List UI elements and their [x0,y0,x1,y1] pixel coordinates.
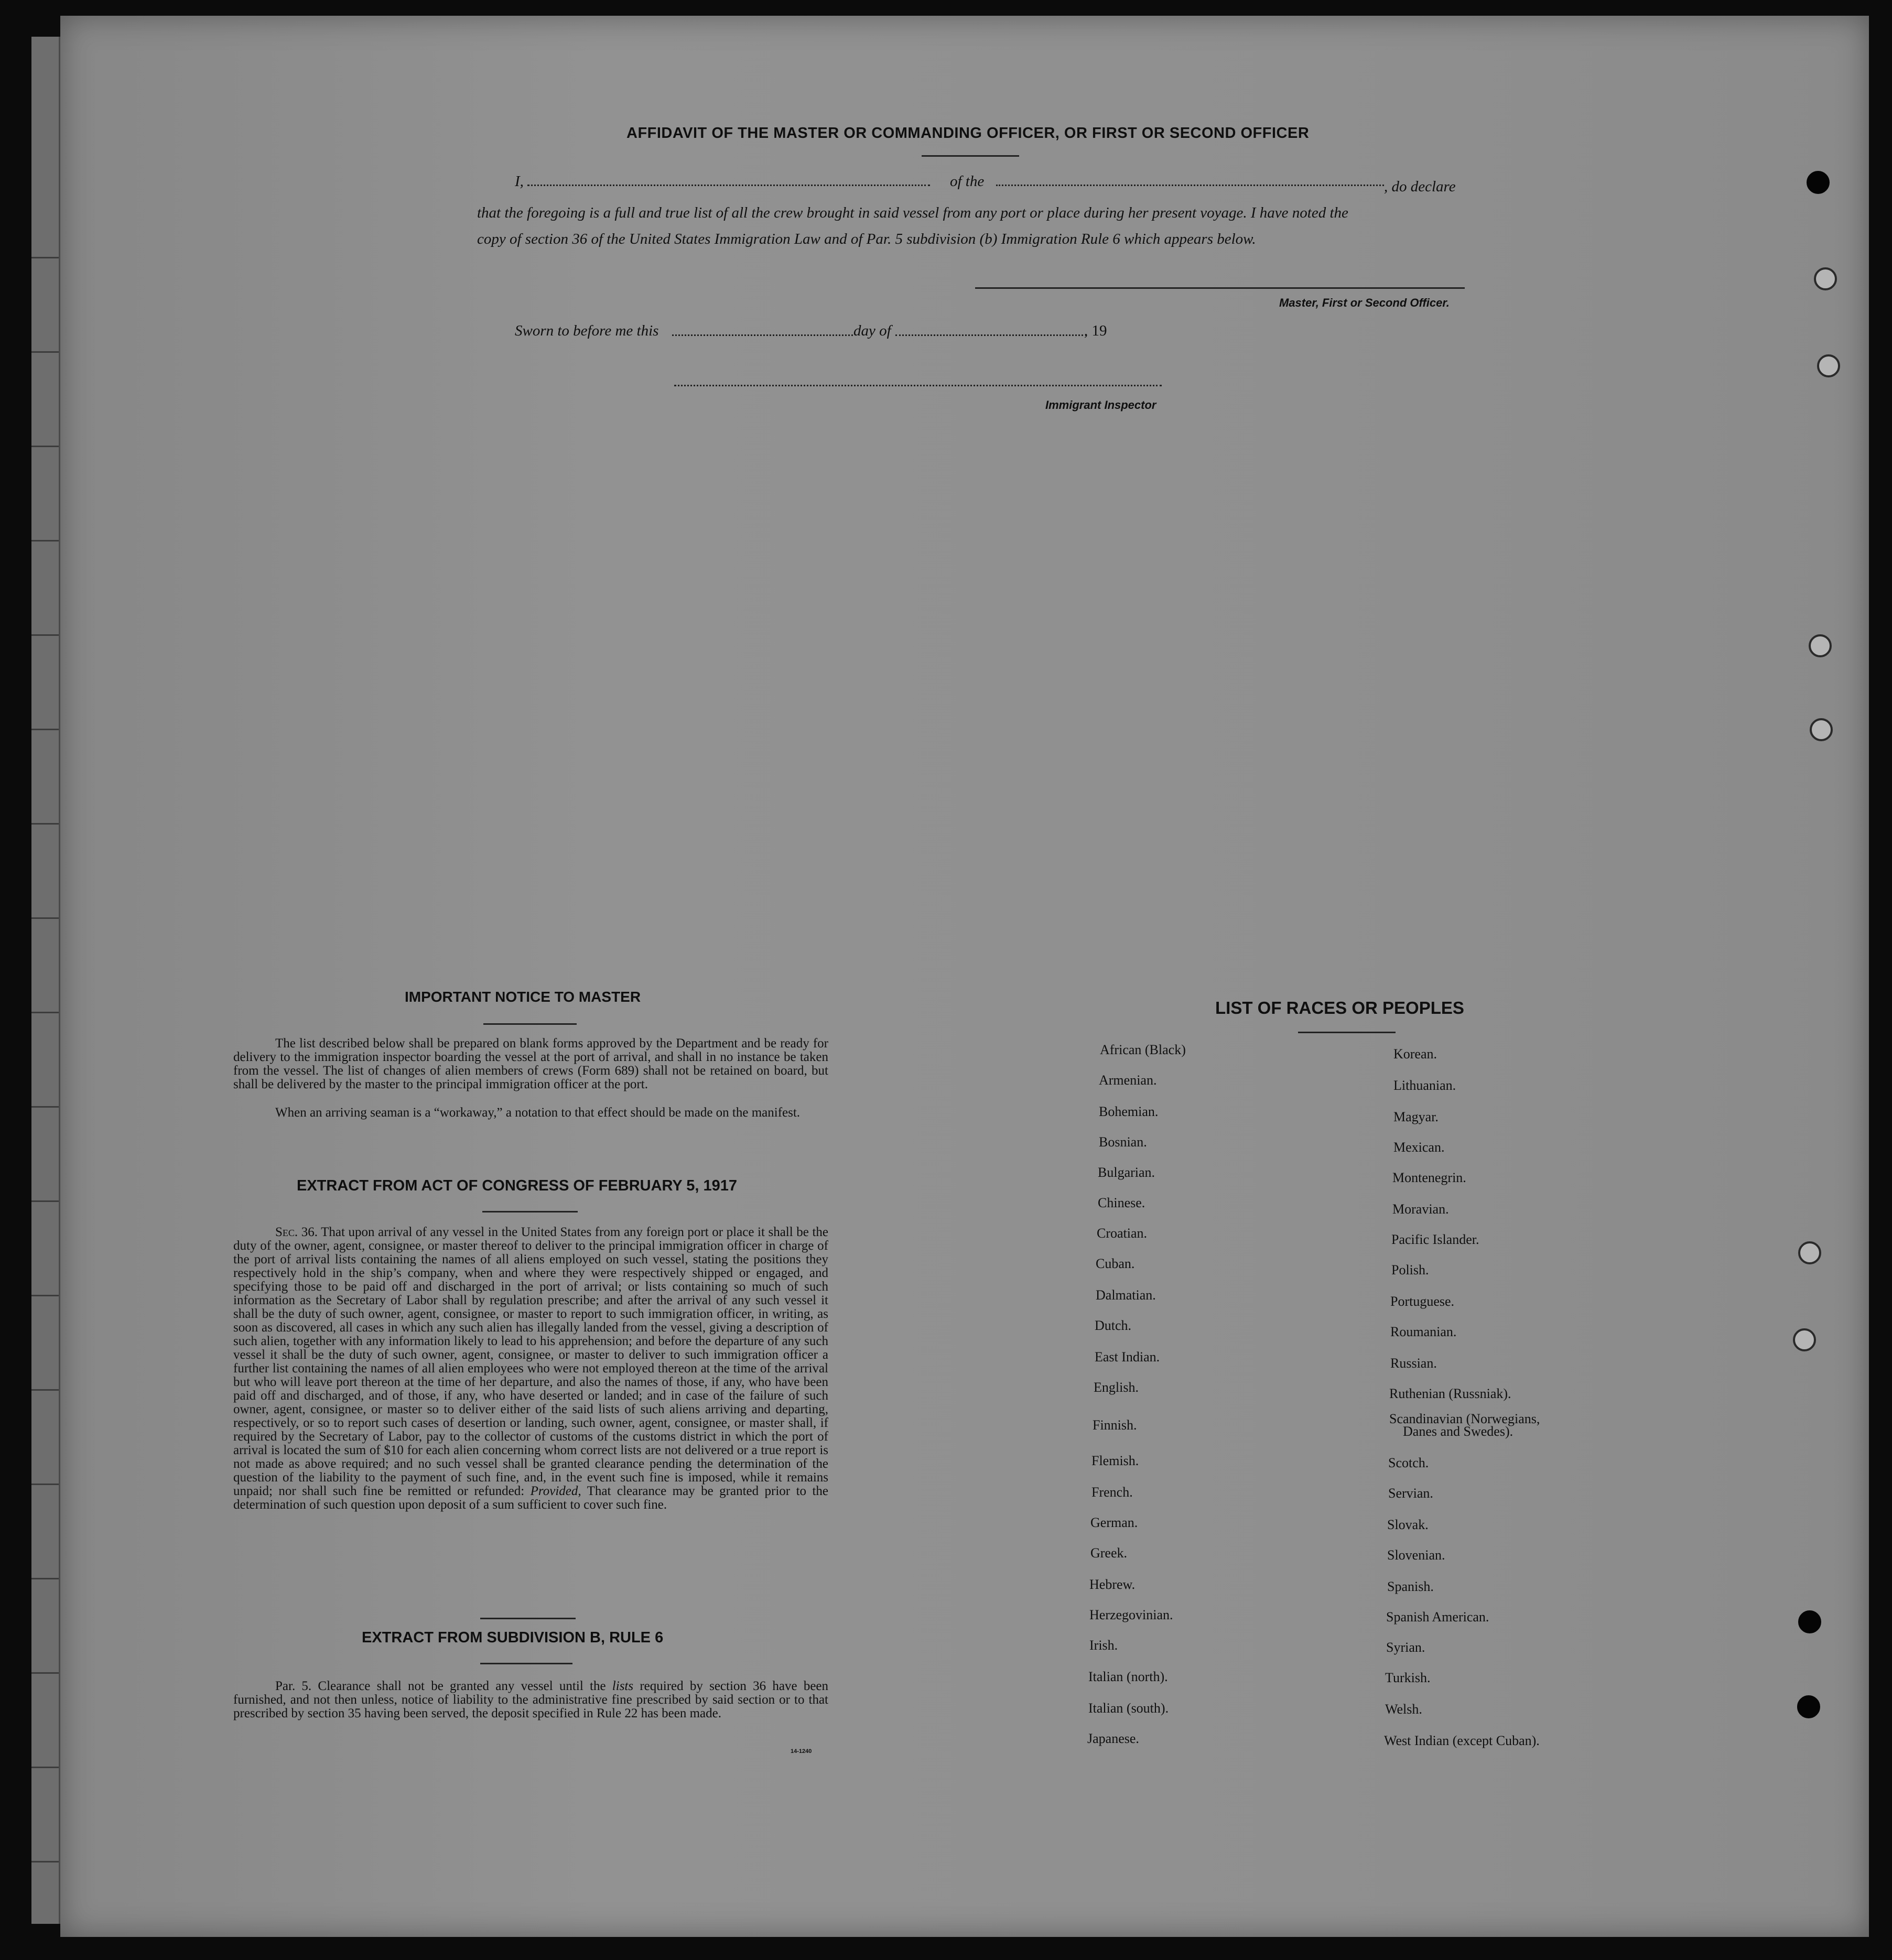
race-item: Turkish. [1385,1670,1431,1685]
race-item: Pacific Islander. [1391,1232,1479,1247]
year-prefix: , 19 [1084,322,1107,339]
race-item: Bosnian. [1099,1134,1147,1150]
race-item: Slovak. [1387,1517,1429,1532]
punch-hole [1793,1328,1816,1351]
extract-act-title: EXTRACT FROM ACT OF CONGRESS OF FEBRUARY 5, 1917 [297,1177,738,1194]
form-number: 14-1240 [791,1748,812,1755]
race-item: Spanish American. [1386,1609,1489,1625]
race-item: Lithuanian. [1393,1078,1456,1093]
punch-hole [1817,354,1840,377]
affidavit-line-3: copy of section 36 of the United States Immigration Law and of Par. 5 subdivision (b) Immigration Rule 6 which appears below. [477,231,1256,247]
race-item: Scandinavian (Norwegians, [1389,1411,1540,1426]
race-item: Portuguese. [1390,1294,1455,1309]
race-item: Croatian. [1097,1226,1148,1241]
declarant-name-field[interactable] [527,185,930,186]
title-underline [922,155,1019,157]
race-scandinavian-continued: Danes and Swedes). [1403,1424,1513,1439]
race-item: Syrian. [1386,1640,1425,1655]
race-item: Finnish. [1093,1417,1137,1433]
race-item: Dalmatian. [1096,1287,1156,1303]
punch-hole [1810,718,1833,741]
race-item: West Indian (except Cuban). [1384,1733,1540,1748]
sworn-label: Sworn to before me this [515,322,659,339]
race-item: Montenegrin. [1392,1170,1466,1185]
par-5-lead: Par. 5. Clearance shall not be granted any vessel until the [275,1679,606,1693]
race-item: Italian (south). [1088,1701,1169,1716]
par-5-text [233,1680,828,1720]
extract-act-underline [482,1211,578,1212]
sworn-month-field[interactable] [895,334,1087,336]
race-item: Bohemian. [1099,1104,1159,1119]
vessel-name-field[interactable] [996,185,1384,186]
race-item: Flemish. [1091,1453,1139,1468]
officer-signature-label: Master, First or Second Officer. [1279,296,1450,309]
race-item: Servian. [1388,1486,1433,1501]
extract-rule-title: EXTRACT FROM SUBDIVISION B, RULE 6 [362,1629,664,1646]
race-item: German. [1090,1515,1138,1530]
inspector-signature-line[interactable] [674,385,1162,386]
race-item: Polish. [1391,1262,1429,1277]
race-item: Herzegovinian. [1089,1607,1173,1622]
race-item: Dutch. [1095,1318,1132,1333]
lists-word: lists [612,1679,634,1693]
race-item: Roumanian. [1390,1324,1457,1339]
race-item: Korean. [1393,1046,1437,1062]
inspector-label: Immigrant Inspector [1045,398,1156,412]
race-item: Armenian. [1099,1073,1157,1088]
section-36-text [233,1226,828,1512]
race-item: East Indian. [1095,1349,1160,1365]
section-36-body: That upon arrival of any vessel in the United States from any foreign port or place it shall be the duty of the owner, agent, consignee, or master thereof to deliver to the principal immigration officer in charge of the port of arrival lists containing the names of all aliens employed on such vessel, stating the positions they respectively hold in the ship’s company, when and where they were respectively shipped or engaged, and specifying those to be paid off and discharged in the port of arrival; or lists containing so much of such information as the Secretary of Labor shall by regulation prescribe; and after the arrival of any such vessel it shall be the duty of such owner, agent, consignee, or master to report to such immigration officer, in writing, as soon as discovered, all cases in which any such alien has illegally landed from the vessel, giving a description of such alien, together with any information likely to lead to his apprehension; and before the departure of any such vessel it shall be the duty of such owner, agent, consignee, or master to deliver to such immigration officer a further list containing the names of all alien employees who were not employed thereon at the time of the arrival but who will leave port thereon at the time of her departure, and also the names of those, if any, who have been paid off and discharged, and of those, if any, who have deserted or landed; and in case of the failure of such owner, agent, consignee, or master so to deliver either of the said lists of such aliens arriving and departing, respectively, or so to report such cases of desertion or landing, such owner, agent, consignee, or master shall, if required by the Secretary of Labor, pay to the collector of customs of the customs district in which the port of arrival is located the sum of $10 for each alien concerning whom correct lists are not delivered or a true report is not made as above required; and no such vessel shall be granted clearance pending the determination of the question of the liability to the payment of such fine, and, in the event such fine is imposed, while it remains unpaid; nor shall such fine be remitted or refunded: [233,1225,828,1498]
punch-hole [1809,634,1832,657]
notice-paragraph-2: When an arriving seaman is a “workaway,” a notation to that effect should be made on the manifest. [275,1106,801,1120]
race-item: French. [1091,1485,1133,1500]
race-item: Spanish. [1387,1579,1434,1594]
affidavit-i-label: I, [515,173,524,190]
binding-edge [31,37,60,1924]
affidavit-of-the-label: of the [950,173,985,190]
affidavit-declare-label: , do declare [1384,178,1456,195]
notice-title: IMPORTANT NOTICE TO MASTER [405,989,641,1005]
provided-word: Provided, [530,1484,581,1498]
affidavit-line-2: that the foregoing is a full and true list of all the crew brought in said vessel from any port or place during her present voyage. I have noted the [477,204,1348,221]
race-item: Slovenian. [1387,1547,1445,1563]
race-item: Ruthenian (Russniak). [1389,1386,1511,1401]
race-item: Chinese. [1098,1195,1145,1210]
sworn-day-field[interactable] [672,334,853,336]
race-item: African (Black) [1100,1042,1186,1057]
race-item: Irish. [1089,1638,1118,1653]
day-of-label: day of [853,322,891,339]
race-item: Greek. [1090,1545,1128,1561]
notice-underline [483,1023,577,1025]
punch-hole [1797,1695,1820,1718]
races-title: LIST OF RACES OR PEOPLES [1215,998,1464,1017]
race-item: Mexican. [1393,1140,1445,1155]
section-36-label: Sec. 36. [275,1225,318,1239]
extract-rule-underline [480,1663,572,1664]
race-item: Moravian. [1392,1201,1449,1217]
race-item: Welsh. [1385,1702,1422,1717]
punch-hole [1798,1241,1821,1264]
race-item: Cuban. [1096,1256,1135,1271]
race-item: Italian (north). [1088,1669,1168,1684]
document-page [60,16,1869,1937]
divider [480,1618,576,1619]
punch-hole [1798,1610,1821,1633]
races-underline [1298,1032,1396,1033]
punch-hole [1807,171,1830,194]
race-item: Magyar. [1393,1109,1439,1124]
race-item: Hebrew. [1089,1577,1136,1592]
race-item: Japanese. [1087,1731,1139,1746]
section-36-tail: That clearance may be granted prior to the determination of such question upon deposit of a sum sufficient to cover such fine. [233,1484,828,1512]
notice-paragraph-1: The list described below shall be prepared on blank forms approved by the Department and be ready for delivery to the immigration inspector boarding the vessel at the port of arrival, and shall in no instance be taken from the vessel. The list of changes of alien members of crews (Form 689) shall not be retained on board, but shall be delivered by the master to the principal immigration officer at the port. [233,1036,828,1091]
officer-signature-line[interactable] [975,287,1465,289]
race-item: Bulgarian. [1098,1165,1155,1180]
race-item: Scotch. [1388,1455,1429,1470]
punch-hole [1814,267,1837,290]
affidavit-title: AFFIDAVIT OF THE MASTER OR COMMANDING OFFICER, OR FIRST OR SECOND OFFICER [626,125,1310,142]
race-item: Russian. [1390,1356,1437,1371]
par-5-body: required by section 36 have been furnished, and not then unless, notice of liability to the administrative fine prescribed by said section or to that prescribed by section 35 having been served, the deposit specified in Rule 22 has been made. [233,1679,829,1720]
race-item: English. [1094,1380,1139,1395]
